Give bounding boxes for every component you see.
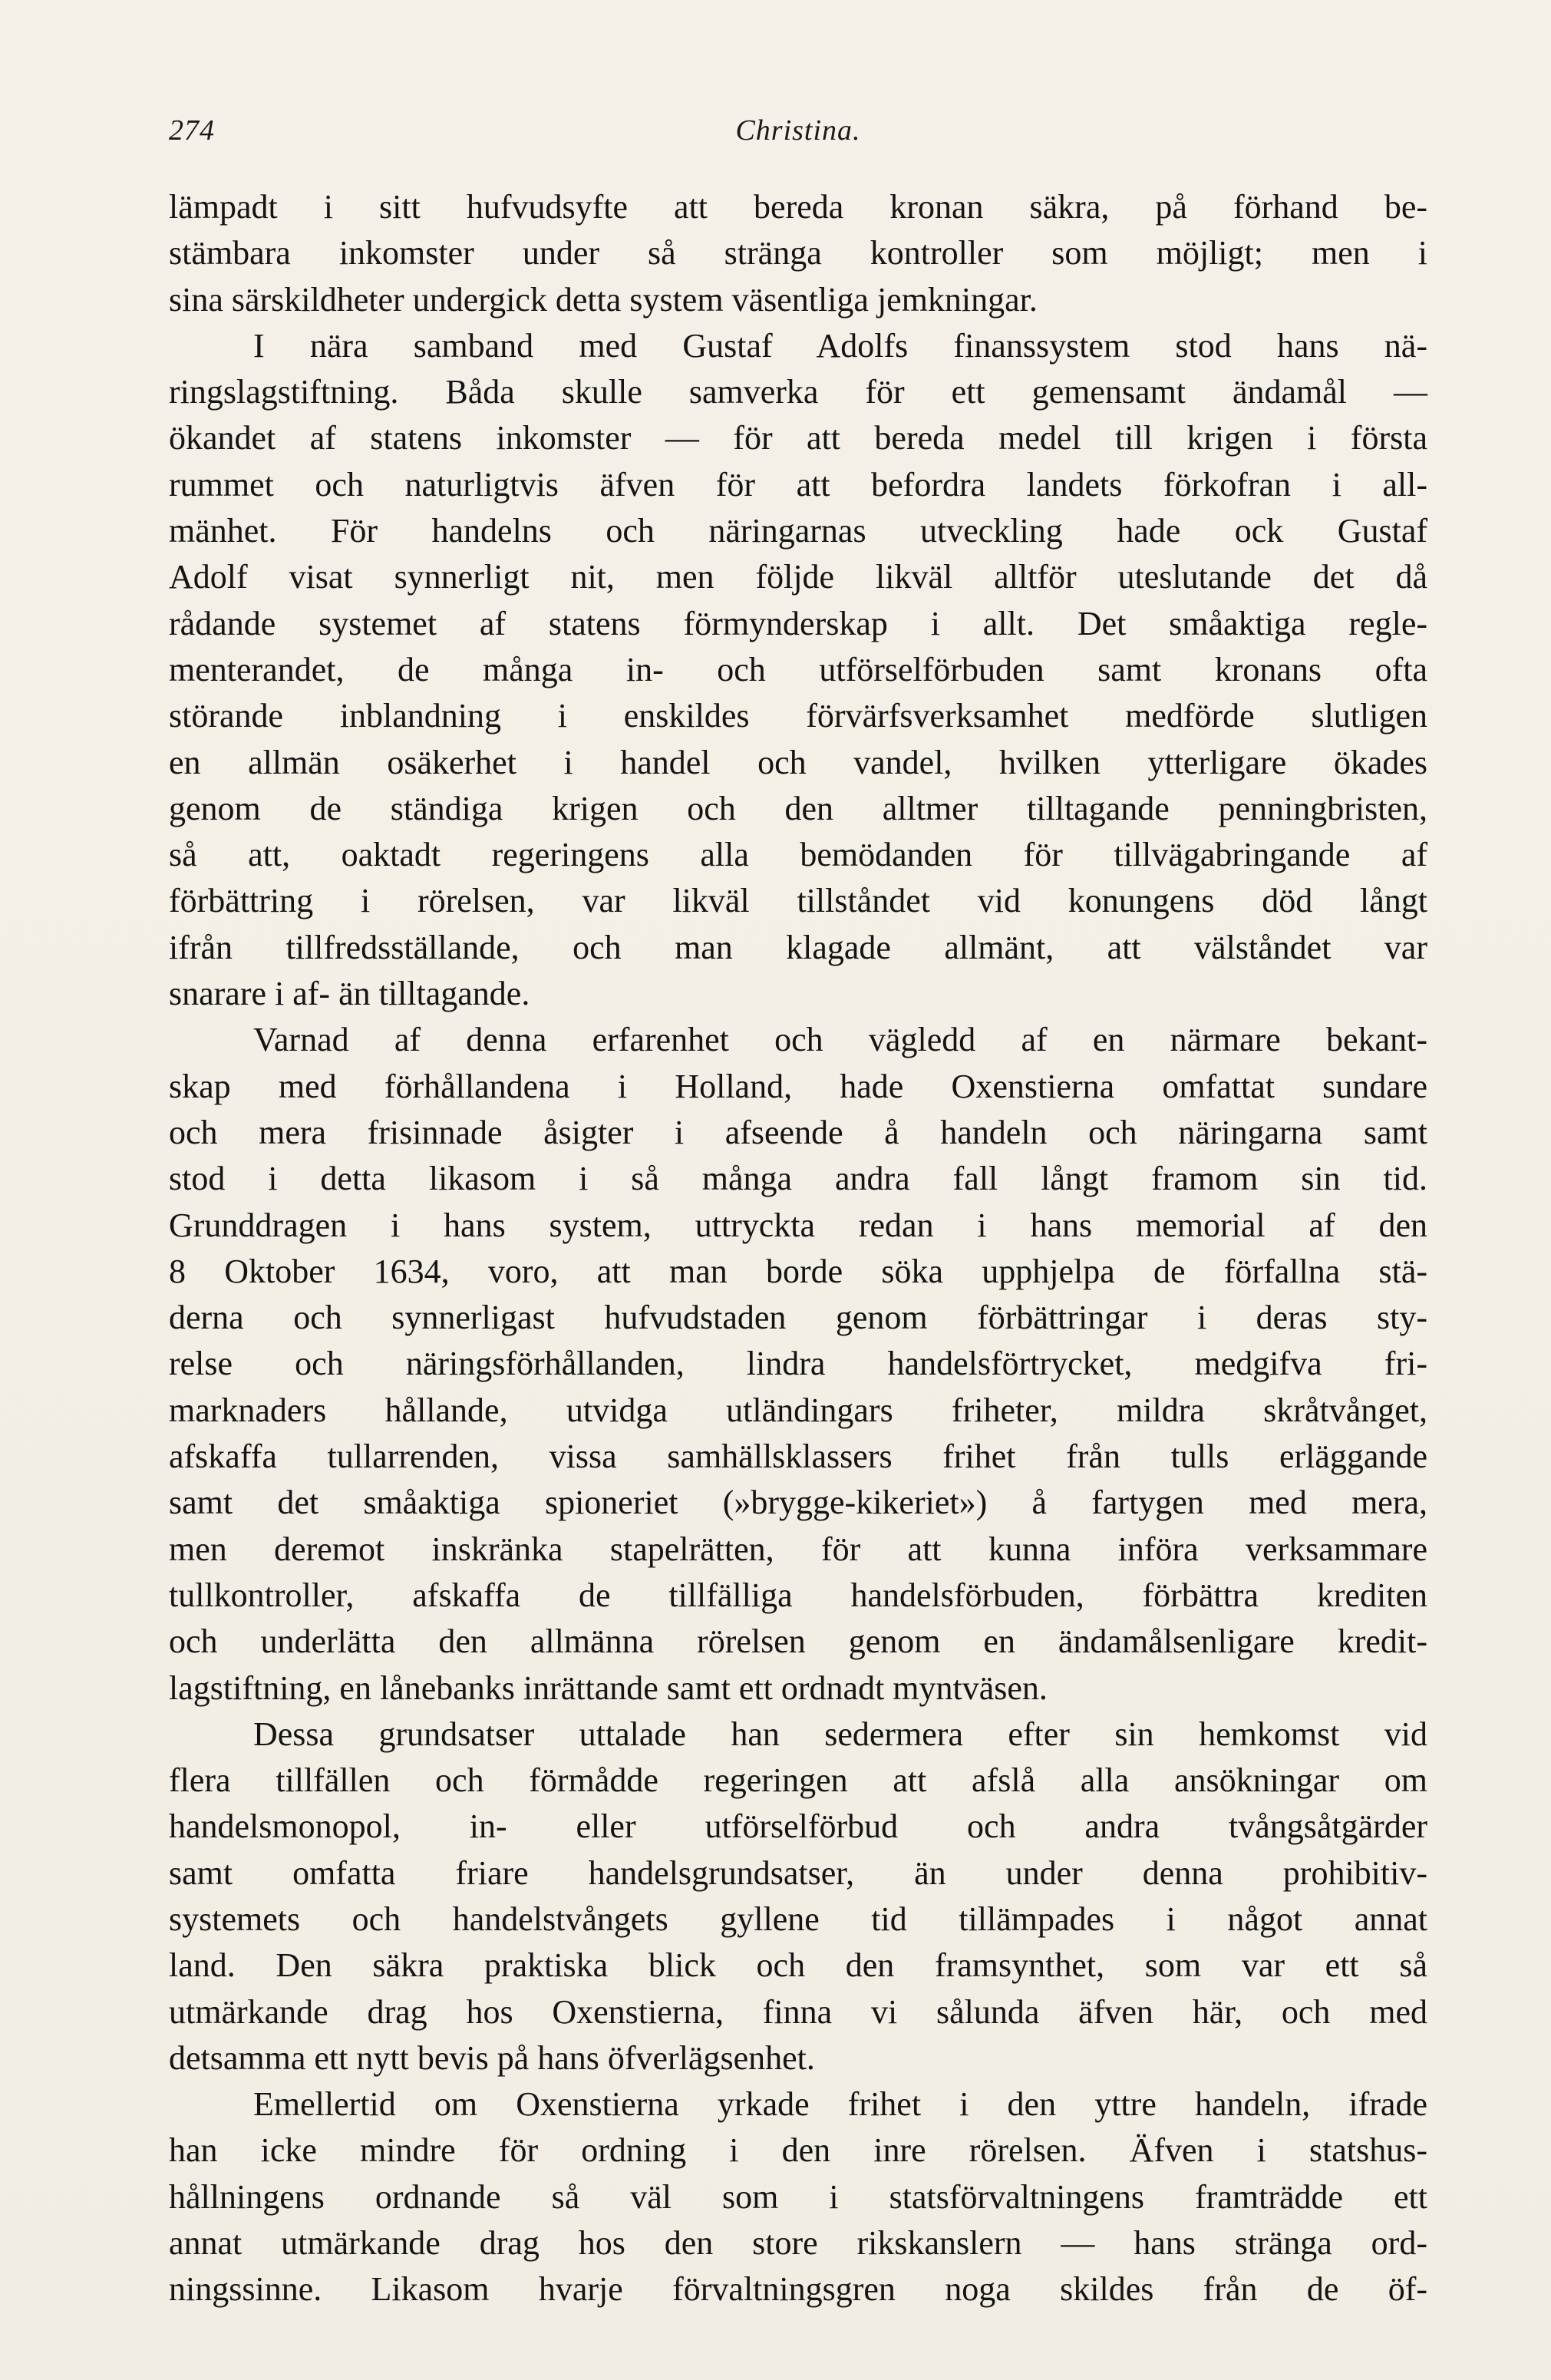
body-text <box>169 184 1427 2313</box>
text-line: ningssinne. Likasom hvarje förvaltningsgren noga skildes från de öf- <box>169 2270 1427 2309</box>
text-line: Grunddragen i hans system, uttryckta redan i hans memorial af den <box>169 1206 1427 1244</box>
text-line: lämpadt i sitt hufvudsyfte att bereda kronan säkra, på förhand be- <box>169 188 1427 226</box>
running-title: Christina. <box>735 114 861 147</box>
text-line: ifrån tillfredsställande, och man klagade allmänt, att välståndet var <box>169 928 1427 966</box>
text-line: förbättring i rörelsen, var likväl tillståndet vid konungens död långt <box>169 882 1427 920</box>
text-line: Dessa grundsatser uttalade han sedermera efter sin hemkomst vid <box>253 1715 1427 1753</box>
text-line: hållningens ordnande så väl som i statsförvaltningens framträdde ett <box>169 2177 1427 2216</box>
text-line: en allmän osäkerhet i handel och vandel, hvilken ytterligare ökades <box>169 743 1427 781</box>
text-line: utmärkande drag hos Oxenstierna, finna vi sålunda äfven här, och med <box>169 1992 1427 2031</box>
text-line: störande inblandning i enskildes förvärfsverksamhet medförde slutligen <box>169 697 1427 735</box>
text-line: Emellertid om Oxenstierna yrkade frihet i den yttre handeln, ifrade <box>253 2085 1427 2124</box>
text-line: rådande systemet af statens förmynderskap i allt. Det småaktiga regle- <box>169 604 1427 642</box>
text-line: ringslagstiftning. Båda skulle samverka för ett gemensamt ändamål — <box>169 373 1427 411</box>
text-line: men deremot inskränka stapelrätten, för att kunna införa verksammare <box>169 1530 1427 1568</box>
text-line: Varnad af denna erfarenhet och vägledd af en närmare bekant- <box>253 1021 1427 1059</box>
text-line: detsamma ett nytt bevis på hans öfverlägsenhet. <box>169 2038 815 2077</box>
text-line: och underlätta den allmänna rörelsen genom en ändamålsenligare kredit- <box>169 1622 1427 1661</box>
text-line: handelsmonopol, in- eller utförselförbud och andra tvångsåtgärder <box>169 1807 1427 1846</box>
text-line: systemets och handelstvångets gyllene tid tillämpades i något annat <box>169 1900 1427 1938</box>
page-number: 274 <box>169 114 215 147</box>
text-line: han icke mindre för ordning i den inre rörelsen. Äfven i statshus- <box>169 2131 1427 2170</box>
text-line: stämbara inkomster under så stränga kontroller som möjligt; men i <box>169 234 1427 272</box>
text-line: och mera frisinnade åsigter i afseende å handeln och näringarna samt <box>169 1113 1427 1151</box>
paragraph <box>169 184 1427 323</box>
text-line: samt det småaktiga spioneriet (»brygge-kikeriet») å fartygen med mera, <box>169 1484 1427 1522</box>
text-line: stod i detta likasom i så många andra fall långt framom sin tid. <box>169 1160 1427 1198</box>
text-line: I nära samband med Gustaf Adolfs finanssystem stod hans nä- <box>253 326 1427 365</box>
text-line: lagstiftning, en lånebanks inrättande samt ett ordnadt myntväsen. <box>169 1669 1048 1707</box>
text-line: 8 Oktober 1634, voro, att man borde söka upphjelpa de förfallna stä- <box>169 1252 1427 1290</box>
paragraph <box>169 1712 1427 2081</box>
text-line: marknaders hållande, utvidga utländingars friheter, mildra skråtvånget, <box>169 1391 1427 1429</box>
text-line: flera tillfällen och förmådde regeringen att afslå alla ansökningar om <box>169 1761 1427 1800</box>
text-line: land. Den säkra praktiska blick och den framsynthet, som var ett så <box>169 1946 1427 1985</box>
text-line: sina särskildheter undergick detta system väsentliga jemkningar. <box>169 280 1038 319</box>
text-line: relse och näringsförhållanden, lindra handelsförtrycket, medgifva fri- <box>169 1345 1427 1383</box>
text-line: annat utmärkande drag hos den store rikskanslern — hans stränga ord- <box>169 2224 1427 2263</box>
text-line: samt omfatta friare handelsgrundsatser, än under denna prohibitiv- <box>169 1853 1427 1892</box>
text-line: genom de ständiga krigen och den alltmer tilltagande penningbristen, <box>169 789 1427 827</box>
text-line: rummet och naturligtvis äfven för att befordra landets förkofran i all- <box>169 465 1427 503</box>
text-line: afskaffa tullarrenden, vissa samhällsklassers frihet från tulls erläggande <box>169 1438 1427 1476</box>
paragraph <box>169 2081 1427 2312</box>
text-line: tullkontroller, afskaffa de tillfälliga handelsförbuden, förbättra krediten <box>169 1576 1427 1614</box>
text-line: ökandet af statens inkomster — för att bereda medel till krigen i första <box>169 419 1427 457</box>
paragraph <box>169 1017 1427 1711</box>
text-line: mänhet. För handelns och näringarnas utveckling hade ock Gustaf <box>169 512 1427 550</box>
text-line: derna och synnerligast hufvudstaden genom förbättringar i deras sty- <box>169 1299 1427 1337</box>
page-header <box>169 114 1427 160</box>
paragraph <box>169 323 1427 1017</box>
text-line: menterandet, de många in- och utförselförbuden samt kronans ofta <box>169 650 1427 688</box>
text-line: så att, oaktadt regeringens alla bemödanden för tillvägabringande af <box>169 836 1427 874</box>
text-line: snarare i af- än tilltagande. <box>169 975 530 1013</box>
text-line: Adolf visat synnerligt nit, men följde likväl alltför uteslutande det då <box>169 558 1427 596</box>
text-line: skap med förhållandena i Holland, hade Oxenstierna omfattat sundare <box>169 1067 1427 1105</box>
